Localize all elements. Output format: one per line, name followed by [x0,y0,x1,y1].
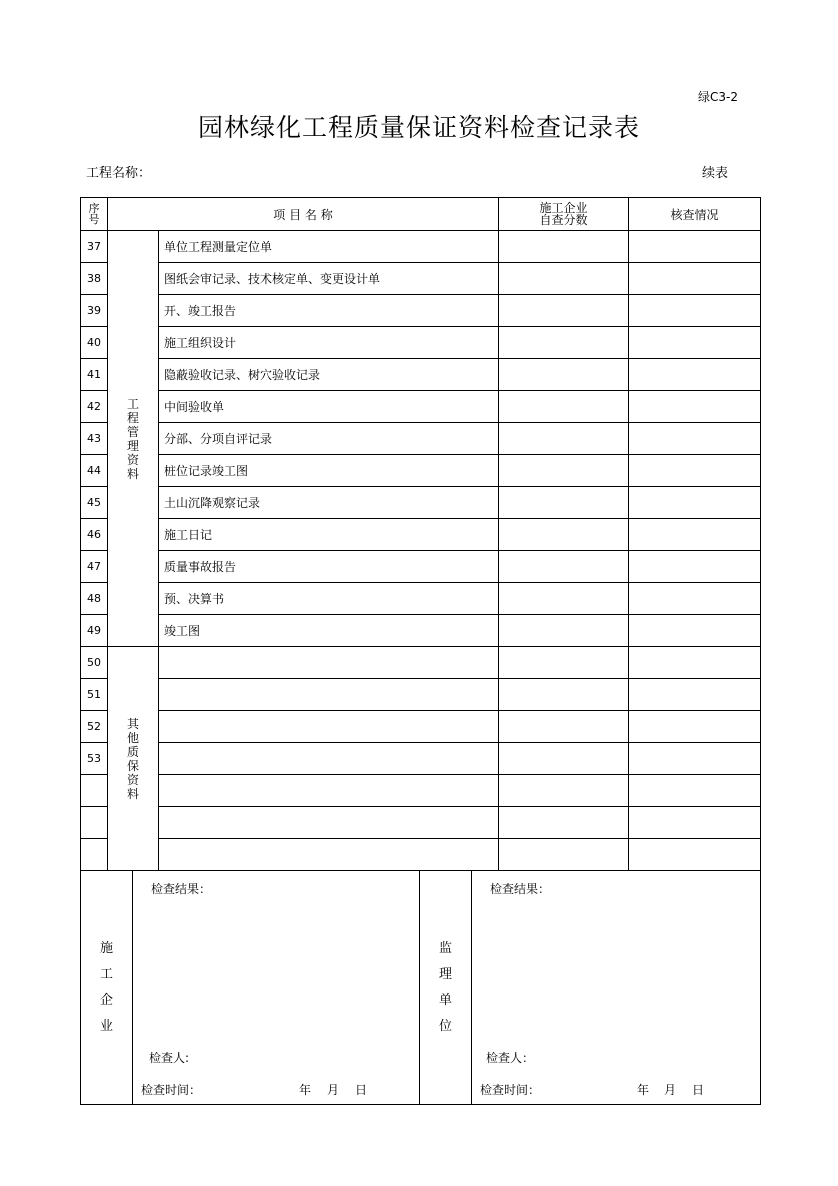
row-self-score-cell[interactable] [499,519,629,551]
row-seq [81,839,108,871]
row-item-name [159,839,499,871]
row-seq: 38 [81,263,108,295]
row-review-cell[interactable] [629,647,761,679]
row-self-score-cell[interactable] [499,295,629,327]
row-seq: 41 [81,359,108,391]
table-row [81,487,761,519]
table-row [81,807,761,839]
header-item-name: 项 目 名 称 [108,198,499,231]
contractor-month: 月 [327,1083,340,1097]
contractor-day: 日 [355,1083,368,1097]
group1-category-label: 工 程 管 理 资 料 [126,396,139,481]
row-item-name: 单位工程测量定位单 [159,231,499,263]
row-self-score-cell[interactable] [499,359,629,391]
row-self-score-cell[interactable] [499,231,629,263]
contractor-label: 施 工 企 业 [99,940,113,1034]
supervisor-label-cell [420,871,472,1105]
contractor-label-cell [81,871,133,1105]
row-item-name: 隐蔽验收记录、树穴验收记录 [159,359,499,391]
document-code: 绿C3-2 [698,90,738,104]
header-self-score: 施工企业 自查分数 [499,198,629,231]
supervisor-label: 监 理 单 位 [438,940,452,1034]
contractor-result-cell[interactable] [133,871,420,1105]
table-row [81,295,761,327]
table-row [81,391,761,423]
table-row [81,327,761,359]
inspection-footer [80,870,761,1105]
row-self-score-cell[interactable] [499,487,629,519]
table-row [81,839,761,871]
row-seq: 53 [81,743,108,775]
row-review-cell[interactable] [629,711,761,743]
group1-category [108,231,159,647]
row-item-name: 质量事故报告 [159,551,499,583]
contractor-inspector-label: 检查人: [149,1051,190,1065]
row-seq: 50 [81,647,108,679]
row-seq: 43 [81,423,108,455]
contractor-year: 年 [299,1083,312,1097]
table-row [81,615,761,647]
row-seq: 46 [81,519,108,551]
row-self-score-cell[interactable] [499,775,629,807]
row-self-score-cell[interactable] [499,839,629,871]
row-item-name: 施工组织设计 [159,327,499,359]
row-item-name: 分部、分项自评记录 [159,423,499,455]
row-item-name: 桩位记录竣工图 [159,455,499,487]
row-review-cell[interactable] [629,391,761,423]
project-name-label: 工程名称： [86,166,152,181]
table-row [81,455,761,487]
row-item-name: 中间验收单 [159,391,499,423]
row-item-name [159,743,499,775]
supervisor-result-label: 检查结果： [490,882,551,896]
row-item-name: 预、决算书 [159,583,499,615]
row-review-cell[interactable] [629,263,761,295]
contractor-result-label: 检查结果： [151,882,212,896]
row-item-name: 开、竣工报告 [159,295,499,327]
row-review-cell[interactable] [629,743,761,775]
row-review-cell[interactable] [629,551,761,583]
row-seq: 44 [81,455,108,487]
table-row [81,519,761,551]
row-seq: 49 [81,615,108,647]
supervisor-month: 月 [664,1083,677,1097]
row-self-score-cell[interactable] [499,679,629,711]
row-self-score-cell[interactable] [499,327,629,359]
row-item-name [159,647,499,679]
row-review-cell[interactable] [629,775,761,807]
row-review-cell[interactable] [629,679,761,711]
row-seq: 48 [81,583,108,615]
row-item-name [159,775,499,807]
row-seq: 47 [81,551,108,583]
header-seq: 序 号 [81,198,108,231]
row-item-name [159,807,499,839]
table-row [81,231,761,263]
table-row [81,775,761,807]
row-seq: 51 [81,679,108,711]
row-self-score-cell[interactable] [499,743,629,775]
row-seq: 37 [81,231,108,263]
header-review: 核查情况 [629,198,761,231]
row-self-score-cell[interactable] [499,455,629,487]
row-item-name [159,679,499,711]
row-review-cell[interactable] [629,327,761,359]
row-review-cell[interactable] [629,295,761,327]
row-self-score-cell[interactable] [499,391,629,423]
group2-category [108,647,159,871]
table-row [81,711,761,743]
table-row [81,647,761,679]
contractor-time-label: 检查时间： [141,1083,202,1097]
row-item-name: 土山沉降观察记录 [159,487,499,519]
supervisor-year: 年 [637,1083,650,1097]
table-row [81,743,761,775]
checklist-table [80,197,761,871]
row-seq [81,775,108,807]
supervisor-time-label: 检查时间： [480,1083,541,1097]
table-header-row [81,198,761,231]
row-seq: 40 [81,327,108,359]
supervisor-day: 日 [692,1083,705,1097]
row-review-cell[interactable] [629,423,761,455]
row-item-name [159,711,499,743]
row-self-score-cell[interactable] [499,423,629,455]
row-seq [81,807,108,839]
table-row [81,679,761,711]
row-item-name: 施工日记 [159,519,499,551]
supervisor-result-cell[interactable] [472,871,761,1105]
row-self-score-cell[interactable] [499,583,629,615]
table-row [81,423,761,455]
row-review-cell[interactable] [629,455,761,487]
continued-label: 续表 [702,166,729,181]
row-self-score-cell[interactable] [499,551,629,583]
row-seq: 42 [81,391,108,423]
row-self-score-cell[interactable] [499,263,629,295]
row-review-cell[interactable] [629,519,761,551]
table-row [81,583,761,615]
row-review-cell[interactable] [629,231,761,263]
row-self-score-cell[interactable] [499,711,629,743]
table-row [81,359,761,391]
row-seq: 45 [81,487,108,519]
row-self-score-cell[interactable] [499,615,629,647]
row-review-cell[interactable] [629,839,761,871]
row-self-score-cell[interactable] [499,647,629,679]
row-review-cell[interactable] [629,487,761,519]
row-seq: 39 [81,295,108,327]
row-review-cell[interactable] [629,615,761,647]
row-seq: 52 [81,711,108,743]
supervisor-inspector-label: 检查人： [486,1051,535,1065]
row-self-score-cell[interactable] [499,807,629,839]
row-review-cell[interactable] [629,583,761,615]
table-row [81,551,761,583]
group2-category-label: 其 他 质 保 资 料 [126,716,139,801]
page-title: 园林绿化工程质量保证资料检查记录表 [197,113,640,142]
row-item-name: 竣工图 [159,615,499,647]
row-item-name: 图纸会审记录、技术核定单、变更设计单 [159,263,499,295]
row-review-cell[interactable] [629,807,761,839]
row-review-cell[interactable] [629,359,761,391]
table-row [81,263,761,295]
